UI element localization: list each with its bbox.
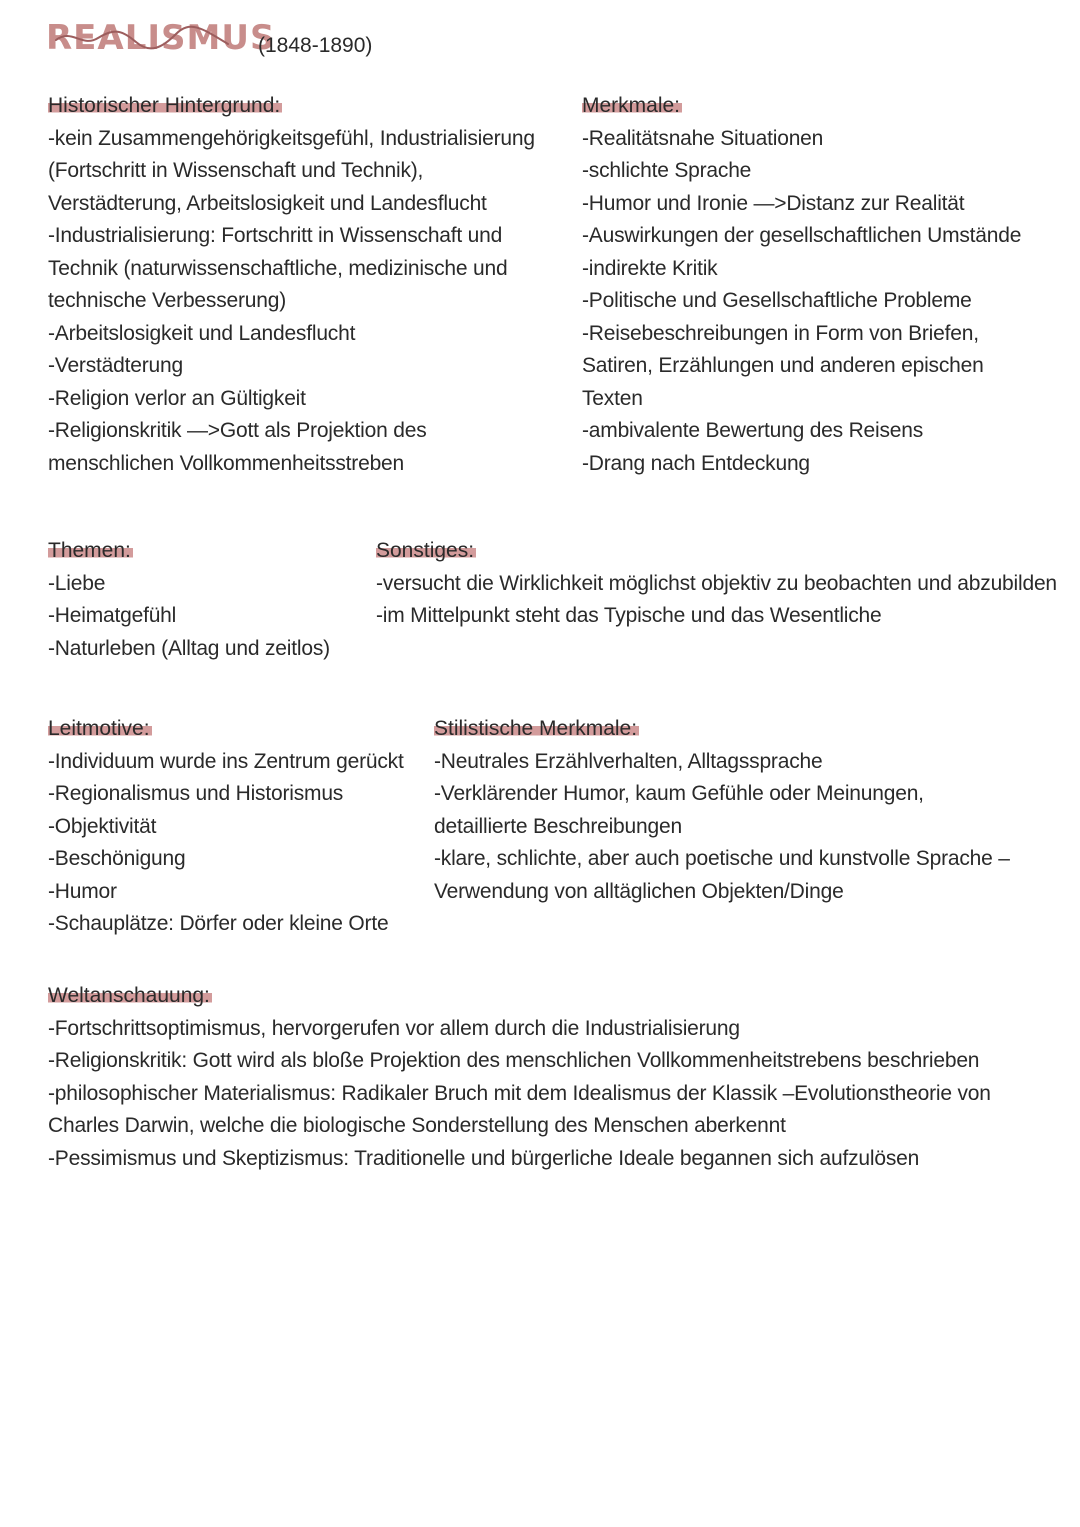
- list-item: -Heimatgefühl: [48, 604, 177, 627]
- list-item: -Religionskritik —>Gott als Projektion des menschlichen Vollkommenheitsstreben: [48, 419, 427, 475]
- section-heading: Themen:: [48, 535, 133, 568]
- list-item: -klare, schlichte, aber auch poetische und kunstvolle Sprache – Verwendung von alltäglichen Objekten/Dinge: [434, 847, 1010, 903]
- list-item: -Pessimismus und Skeptizismus: Traditionelle und bürgerliche Ideale begannen sich aufzulösen: [48, 1146, 920, 1170]
- list-item: -Realitätsnahe Situationen: [582, 126, 824, 150]
- section-leitmotive: [48, 713, 408, 941]
- list-item: -Regionalismus und Historismus: [48, 782, 344, 805]
- list-item: -Verklärender Humor, kaum Gefühle oder Meinungen, detaillierte Beschreibungen: [434, 782, 924, 838]
- title-text: REALISMUS: [46, 18, 276, 58]
- list-item: -Drang nach Entdeckung: [582, 451, 810, 475]
- section-merkmale: [582, 90, 1022, 480]
- list-item: -kein Zusammengehörigkeitsgefühl, Industrialisierung (Fortschritt in Wissenschaft und Technik), Verstädterung, Arbeitslosigkeit und Landesflucht: [48, 126, 535, 215]
- list-item: -Religion verlor an Gültigkeit: [48, 386, 306, 410]
- section-sonstiges: [376, 535, 1057, 633]
- page-title: [46, 16, 275, 64]
- section-heading: Merkmale:: [582, 90, 682, 123]
- list-item: -im Mittelpunkt steht das Typische und das Wesentliche: [376, 604, 882, 627]
- list-item: -Neutrales Erzählverhalten, Alltagssprache: [434, 749, 823, 773]
- list-item: -Objektivität: [48, 814, 157, 838]
- list-item: -versucht die Wirklichkeit möglichst objektiv zu beobachten und abzubilden: [376, 571, 1057, 595]
- period-years: (1848-1890): [258, 34, 373, 57]
- list-item: -schlichte Sprache: [582, 159, 752, 182]
- list-item: -Reisebeschreibungen in Form von Briefen, Satiren, Erzählungen und anderen epischen Texten: [582, 321, 984, 410]
- list-item: -ambivalente Bewertung des Reisens: [582, 419, 924, 442]
- list-item: -Politische und Gesellschaftliche Probleme: [582, 289, 972, 312]
- list-item: -Verstädterung: [48, 354, 183, 377]
- section-heading: Weltanschauung:: [48, 980, 212, 1013]
- list-item: -Fortschrittsoptimismus, hervorgerufen vor allem durch die Industrialisierung: [48, 1016, 740, 1040]
- list-item: -Humor und Ironie —>Distanz zur Realität: [582, 191, 965, 215]
- list-item: -Schauplätze: Dörfer oder kleine Orte: [48, 912, 389, 935]
- section-heading: Historischer Hintergrund:: [48, 90, 282, 123]
- list-item: -Individuum wurde ins Zentrum gerückt: [48, 749, 404, 773]
- list-item: -Religionskritik: Gott wird als bloße Projektion des menschlichen Vollkommenheitstrebens beschrieben: [48, 1049, 980, 1072]
- list-item: -Auswirkungen der gesellschaftlichen Umstände: [582, 224, 1022, 247]
- section-heading: Leitmotive:: [48, 713, 152, 746]
- section-heading: Sonstiges:: [376, 535, 476, 568]
- list-item: -Industrialisierung: Fortschritt in Wissenschaft und Technik (naturwissenschaftliche, medizinische und technische Verbesserung): [48, 224, 508, 312]
- list-item: -Liebe: [48, 571, 106, 595]
- list-item: -Beschönigung: [48, 847, 186, 870]
- section-historischer-hintergrund: [48, 90, 548, 480]
- section-heading: Stilistische Merkmale:: [434, 713, 639, 746]
- list-item: -Naturleben (Alltag und zeitlos): [48, 636, 330, 660]
- list-item: -philosophischer Materialismus: Radikaler Bruch mit dem Idealismus der Klassik –Evolutionstheorie von Charles Darwin, welche die biologische Sonderstellung des Menschen aberkennt: [48, 1081, 991, 1137]
- list-item: -Arbeitslosigkeit und Landesflucht: [48, 321, 356, 345]
- section-themen: [48, 535, 348, 665]
- list-item: -Humor: [48, 879, 117, 903]
- list-item: -indirekte Kritik: [582, 256, 718, 280]
- section-stilistische-merkmale: [434, 713, 1014, 908]
- section-weltanschauung: [48, 980, 1038, 1175]
